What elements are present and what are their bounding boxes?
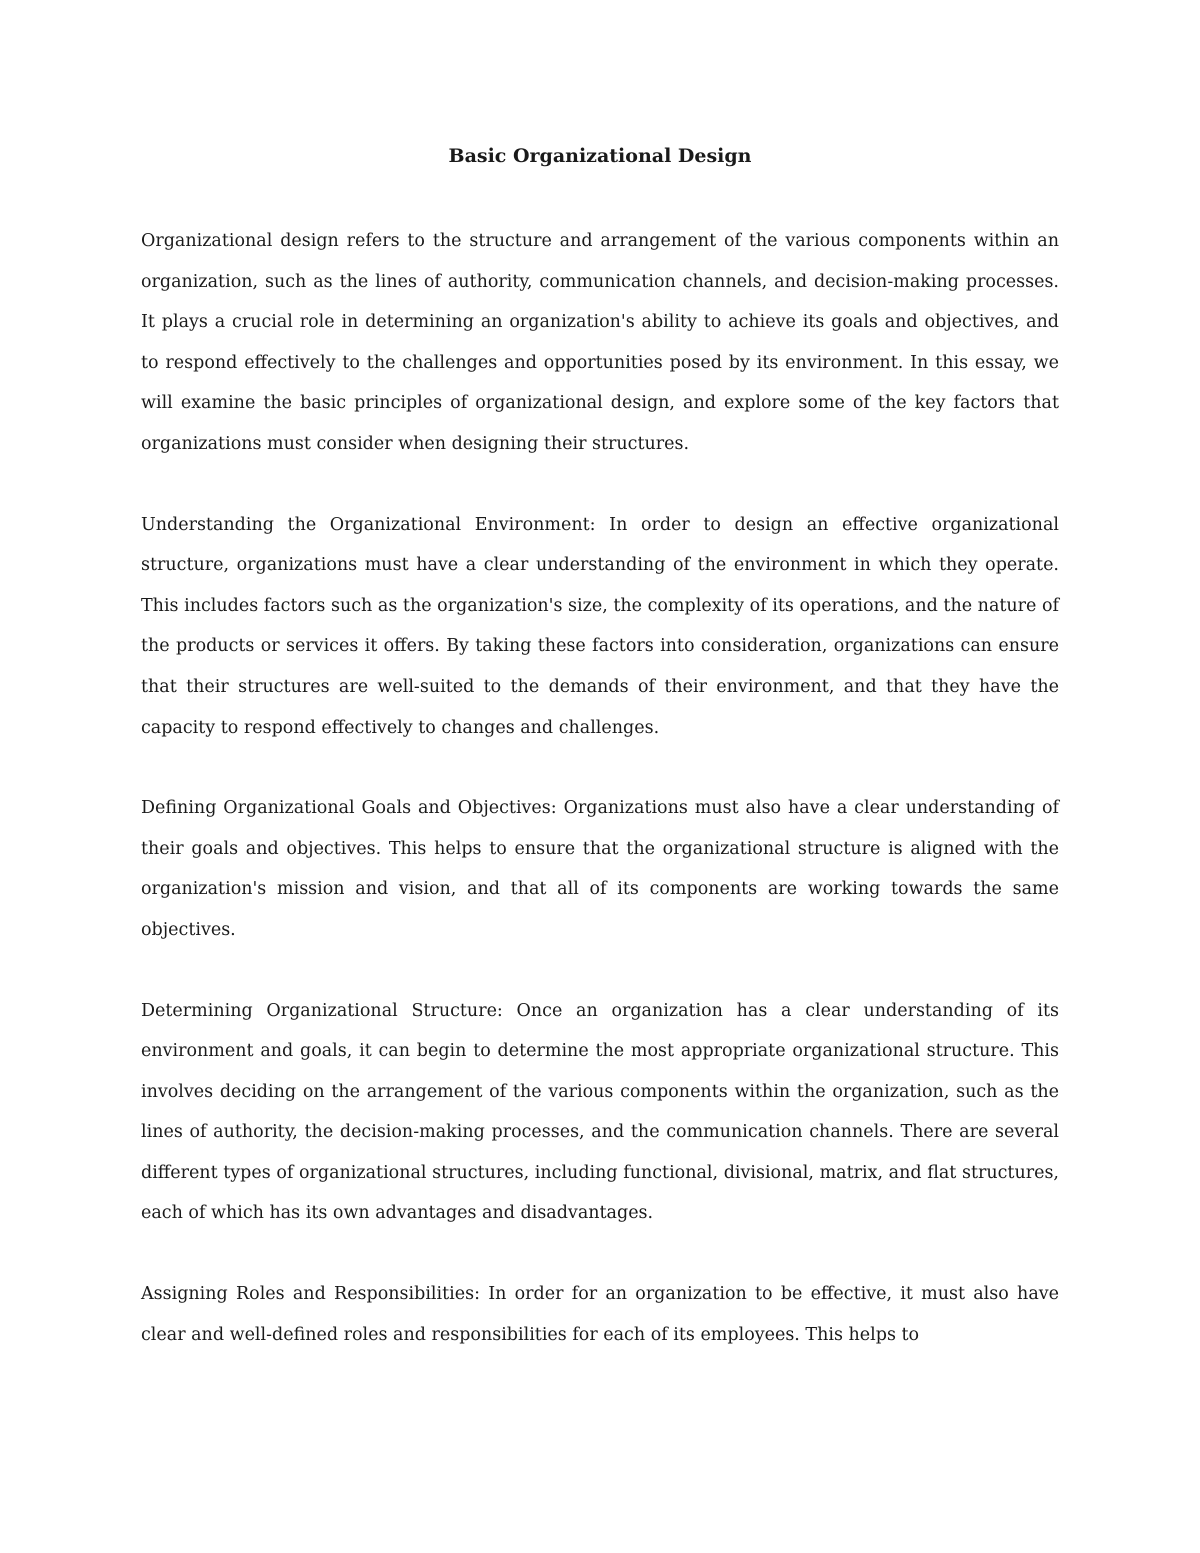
paragraph-assigning-roles: Assigning Roles and Responsibilities: In order for an organization to be effective, it must also have clear and well-defined roles and responsibilities for each of its employees. This helps to: [141, 1284, 1059, 1345]
paragraph-understanding-environment: Understanding the Organizational Environment: In order to design an effective organizational structure, organizations must have a clear understanding of the environment in which they operate. This includes factors such as the organization's size, the complexity of its operations, and the nature of the products or services it offers. By taking these factors into consideration, organizations can ensure that their structures are well-suited to the demands of their environment, and that they have the capacity to respond effectively to changes and challenges.: [141, 514, 1059, 738]
paragraph-defining-goals: Defining Organizational Goals and Objectives: Organizations must also have a clear understanding of their goals and objectives. This helps to ensure that the organizational structure is aligned with the organization's mission and vision, and that all of its components are working towards the same objectives.: [141, 798, 1059, 940]
paragraph-determining-structure: Determining Organizational Structure: Once an organization has a clear understanding of its environment and goals, it can begin to determine the most appropriate organizational structure. This involves deciding on the arrangement of the various components within the organization, such as the lines of authority, the decision-making processes, and the communication channels. There are several different types of organizational structures, including functional, divisional, matrix, and flat structures, each of which has its own advantages and disadvantages.: [141, 1000, 1059, 1224]
paragraph-introduction: Organizational design refers to the structure and arrangement of the various components within an organization, such as the lines of authority, communication channels, and decision-making processes. It plays a crucial role in determining an organization's ability to achieve its goals and objectives, and to respond effectively to the challenges and opportunities posed by its environment. In this essay, we will examine the basic principles of organizational design, and explore some of the key factors that organizations must consider when designing their structures.: [141, 231, 1059, 454]
document-body: [141, 136, 1059, 1395]
document-title: Basic Organizational Design: [448, 145, 752, 167]
